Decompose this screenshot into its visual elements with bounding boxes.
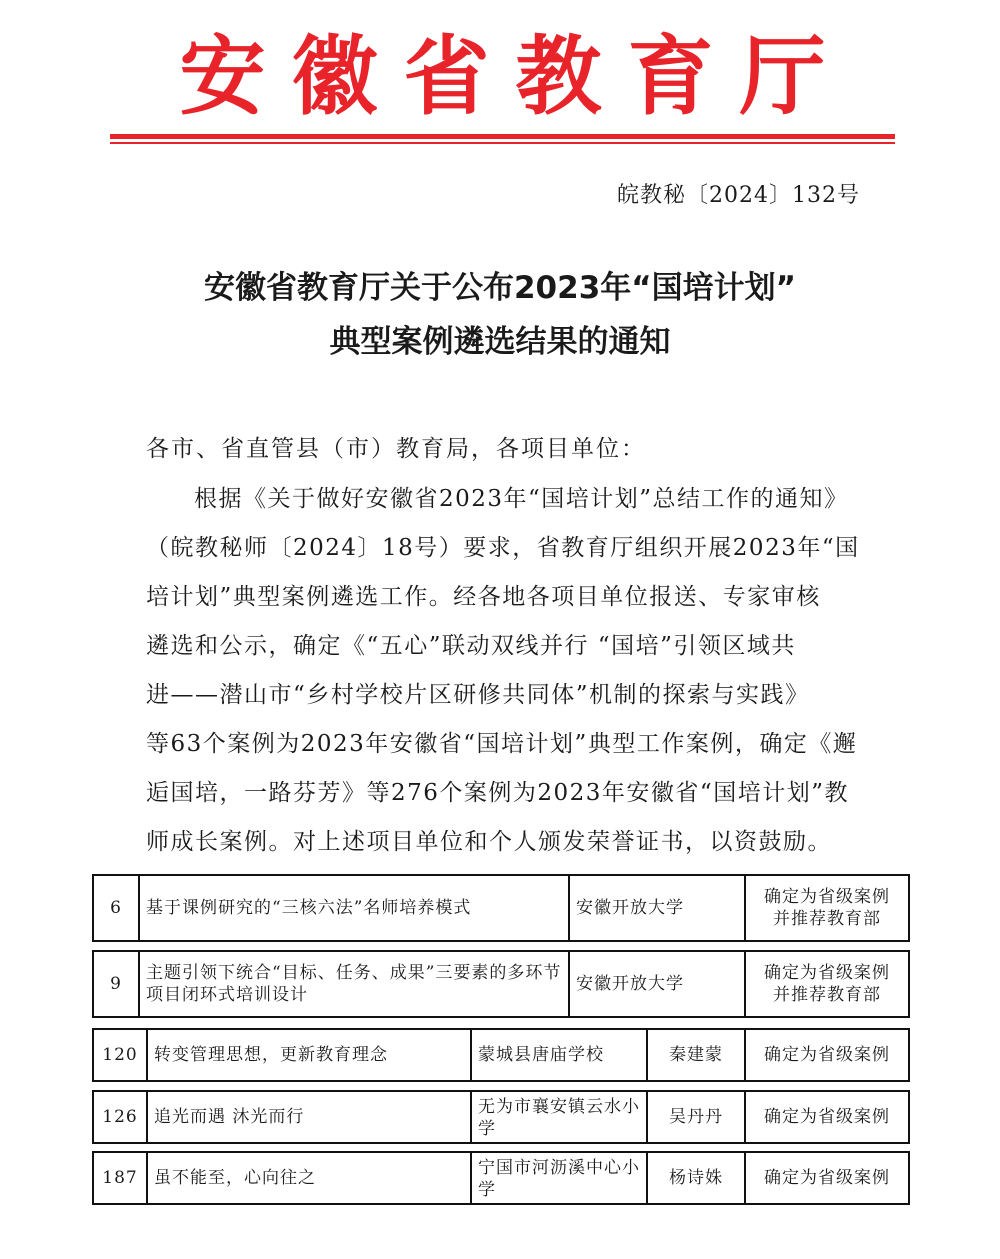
body-line: 根据《关于做好安徽省2023年“国培计划”总结工作的通知》 bbox=[194, 486, 849, 512]
case-title: 转变管理思想，更新教育理念 bbox=[146, 1030, 470, 1080]
body-line: 等63个案例为2023年安徽省“国培计划”典型工作案例，确定《邂 bbox=[146, 731, 858, 757]
body-line: 进——潜山市“乡村学校片区研修共同体”机制的探索与实践》 bbox=[146, 682, 810, 708]
masthead-title: 安徽省教育厅 bbox=[179, 27, 852, 127]
case-result: 确定为省级案例 bbox=[744, 1030, 908, 1080]
body-line: 遴选和公示，确定《“五心”联动双线并行 “国培”引领区域共 bbox=[146, 633, 796, 659]
case-title: 追光而遇 沐光而行 bbox=[146, 1092, 470, 1142]
body-line: 培计划”典型案例遴选工作。经各地各项目单位报送、专家审核 bbox=[146, 584, 821, 610]
case-school: 蒙城县唐庙学校 bbox=[470, 1030, 646, 1080]
case-result: 确定为省级案例并推荐教育部 bbox=[744, 952, 908, 1016]
masthead-rule-thin bbox=[110, 142, 895, 144]
document-title-line2: 典型案例遴选结果的通知 bbox=[329, 324, 671, 360]
case-unit: 安徽开放大学 bbox=[568, 876, 744, 940]
document-number: 皖教秘〔2024〕132号 bbox=[617, 183, 860, 208]
case-unit: 安徽开放大学 bbox=[568, 952, 744, 1016]
case-school: 宁国市河沥溪中心小学 bbox=[470, 1153, 646, 1203]
table-row bbox=[92, 1151, 910, 1205]
table-row bbox=[92, 874, 910, 942]
case-result: 确定为省级案例并推荐教育部 bbox=[744, 876, 908, 940]
case-title: 虽不能至，心向往之 bbox=[146, 1153, 470, 1203]
case-number: 9 bbox=[110, 974, 122, 994]
case-author: 杨诗姝 bbox=[646, 1153, 744, 1203]
case-number: 187 bbox=[102, 1168, 138, 1188]
case-author: 吴丹丹 bbox=[646, 1092, 744, 1142]
case-title: 主题引领下统合“目标、任务、成果”三要素的多环节项目闭环式培训设计 bbox=[138, 952, 568, 1016]
table-row bbox=[92, 1090, 910, 1144]
document-title-line1: 安徽省教育厅关于公布2023年“国培计划” bbox=[203, 270, 797, 306]
table-row bbox=[92, 1028, 910, 1082]
case-author: 秦建蒙 bbox=[646, 1030, 744, 1080]
case-result: 确定为省级案例 bbox=[744, 1153, 908, 1203]
body-line: （皖教秘师〔2024〕18号）要求，省教育厅组织开展2023年“国 bbox=[146, 535, 860, 561]
case-title: 基于课例研究的“三核六法”名师培养模式 bbox=[138, 876, 568, 940]
table-row bbox=[92, 950, 910, 1018]
body-line: 师成长案例。对上述项目单位和个人颁发荣誉证书，以资鼓励。 bbox=[146, 829, 832, 855]
salutation: 各市、省直管县（市）教育局，各项目单位： bbox=[146, 436, 646, 462]
case-number: 6 bbox=[110, 898, 122, 918]
case-result: 确定为省级案例 bbox=[744, 1092, 908, 1142]
case-school: 无为市襄安镇云水小学 bbox=[470, 1092, 646, 1142]
case-number: 120 bbox=[102, 1045, 138, 1065]
masthead-rule-thick bbox=[110, 134, 895, 139]
body-line: 逅国培，一路芬芳》等276个案例为2023年安徽省“国培计划”教 bbox=[146, 780, 849, 806]
case-number: 126 bbox=[102, 1107, 138, 1127]
